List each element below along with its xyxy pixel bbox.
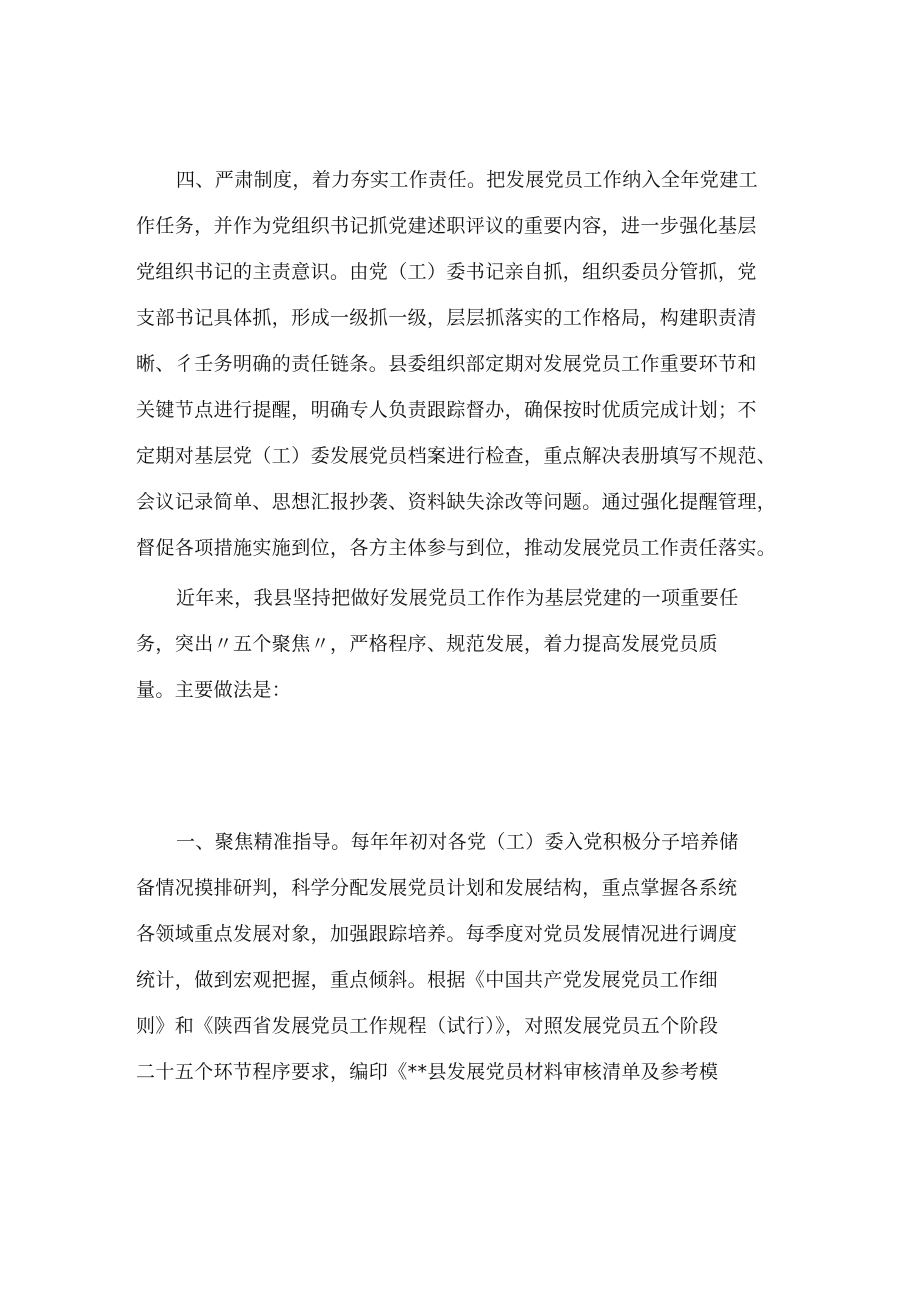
paragraph-3-line-4: 统计，做到宏观把握，重点倾斜。根据《中国共产党发展党员工作细 xyxy=(136,969,719,991)
paragraph-1-line-9: 督促各项措施实施到位，各方主体参与到位，推动发展党员工作责任落实。 xyxy=(136,537,777,559)
paragraph-3-line-2: 备情况摸排研判，科学分配发展党员计划和发展结构，重点掌握各系统 xyxy=(136,877,738,899)
paragraph-1-line-5: 晰、彳壬务明确的责任链条。县委组织部定期对发展党员工作重要环节和 xyxy=(136,353,757,375)
paragraph-1-line-1: 四、严肃制度，着力夯实工作责任。把发展党员工作纳入全年党建工 xyxy=(176,169,759,191)
paragraph-2-line-1: 近年来，我县坚持把做好发展党员工作作为基层党建的一项重要任 xyxy=(176,587,739,609)
paragraph-2-line-3: 量。主要做法是： xyxy=(136,679,292,701)
paragraph-1-line-2: 作任务，并作为党组织书记抓党建述职评议的重要内容，进一步强化基层 xyxy=(136,215,757,237)
paragraph-3-line-3: 各领域重点发展对象，加强跟踪培养。每季度对党员发展情况进行调度 xyxy=(136,923,738,945)
paragraph-1-line-4: 支部书记具体抓，形成一级抓一级，层层抓落实的工作格局，构建职责清 xyxy=(136,307,757,329)
paragraph-1-line-3: 党组织书记的主责意识。由党（工）委书记亲自抓，组织委员分管抓，党 xyxy=(136,261,757,283)
paragraph-1-line-8: 会议记录简单、思想汇报抄袭、资料缺失涂改等问题。通过强化提醒管理， xyxy=(136,491,777,513)
paragraph-3-line-6: 二十五个环节程序要求，编印《**县发展党员材料审核清单及参考模 xyxy=(136,1061,719,1083)
paragraph-1-line-6: 关键节点进行提醒，明确专人负责跟踪督办，确保按时优质完成计划；不 xyxy=(136,399,757,421)
paragraph-1-line-7: 定期对基层党（工）委发展党员档案进行检查，重点解决表册填写不规范、 xyxy=(136,445,777,467)
paragraph-3-line-5: 则》和《陕西省发展党员工作规程（试行）》，对照发展党员五个阶段 xyxy=(136,1015,719,1037)
paragraph-3-line-1: 一、聚焦精准指导。每年年初对各党（工）委入党积极分子培养储 xyxy=(176,831,739,853)
paragraph-2-line-2: 务，突出〃五个聚焦〃，严格程序、规范发展，着力提高发展党员质 xyxy=(136,633,719,655)
